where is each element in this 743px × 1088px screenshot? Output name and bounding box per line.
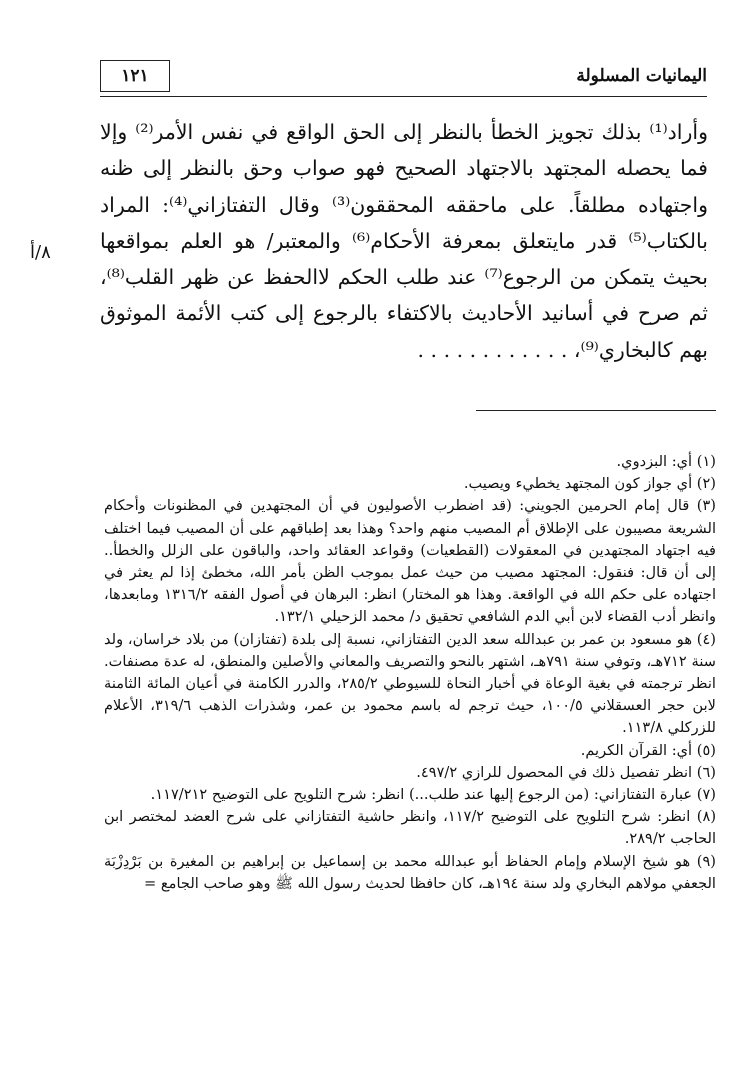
footnote-7: (٧) عبارة التفتازاني: (من الرجوع إليها عند طلب...) انظر: شرح التلويح على التوضيح ١١٧/٢١٢. [150,786,716,804]
footnote-6: (٦) انظر تفصيل ذلك في المحصول للرازي ٤٩٧/٢. [416,763,716,781]
footnote-1: (١) أي: البزدوي. [616,453,716,470]
footnote-8: (٨) انظر: شرح التلويح على التوضيح ١١٧/٢، وانظر حاشية التفتازاني على شرح العضد لمختصر ابن الحاجب ٢٨٩/٢. [104,808,717,848]
footnote-separator [476,410,716,411]
footnote-9: (٩) هو شيخ الإسلام وإمام الحفاظ أبو عبدالله محمد بن إسماعيل بن إبراهيم بن المغيرة بن بَرْدِزْبَة الجعفي مولاهم البخاري ولد سنة ١٩٤هـ، كان حافظا لحديث رسول الله ﷺ وهو صاحب الجامع = [104,852,716,892]
page-number-box [100,60,170,92]
footnote-5: (٥) أي: القرآن الكريم. [580,741,716,759]
footnote-3: (٣) قال إمام الحرمين الجويني: (قد اضطرب الأصوليون في أن المجتهدين في المظنونات وأحكام الشريعة مصيبون على الإطلاق أم المصيب منهم واحد؟ وهذا بعد إطباقهم على أن المصيب فيما اختلف فيه اجتهاد المجتهدين في المعقولات (القطعيات) وقواعد العقائد واحد، والباقون على الزلل والخطأ.. إلى أن قال: فنقول: المجتهد مصيب من حيث عمل بموجب الظن بأمر الله، مخطئ إذا لم يعثر في اجتهاده على حكم الله في الواقعة. وهذا هو المختار) انظر: البرهان في أصول الفقه ١٣١٦/٢ ومابعدها، وانظر أدب القضاء لابن أبي الدم الشافعي تحقيق د/ محمد الزحيلي ١٣٢/١. [104,497,716,626]
footnote-2: (٢) أي جواز كون المجتهد يخطيء ويصيب. [463,475,716,493]
page-number: ١٢١ [121,66,149,86]
body-paragraph: وأراد⁽¹⁾ بذلك تجويز الخطأ بالنظر إلى الحق الواقع في نفس الأمر⁽²⁾ وإلا فما يحصله المجتهد بالاجتهاد الصحيح فهو صواب وحق بالنظر إلى ظنه واجتهاده مطلقاً. على ماحققه المحققون⁽³⁾ وقال التفتازاني⁽⁴⁾: المراد بالكتاب⁽⁵⁾ قدر مايتعلق بمعرفة الأحكام⁽⁶⁾ والمعتبر/ هو العلم بمواقعها بحيث يتمكن من الرجوع⁽⁷⁾ عند طلب الحكم لاالحفظ عن ظهر القلب⁽⁸⁾، ثم صرح في أسانيد الأحاديث بالاكتفاء بالرجوع إلى كتب الأئمة الموثوق بهم كالبخاري⁽⁹⁾، . . . . . . . . . . . . [100,120,708,362]
main-text [100,114,708,368]
footnotes [104,451,716,895]
book-title: اليمانيات المسلولة [576,66,707,86]
running-header [100,60,707,97]
footnote-4: (٤) هو مسعود بن عمر بن عبدالله سعد الدين التفتازاني، نسبة إلى بلدة (تفتازان) من بلاد خراسان، ولد سنة ٧١٢هـ، وتوفي سنة ٧٩١هـ، اشتهر بالنحو والتصريف والمعاني والأصلين والمنطق، له عدة مصنفات. انظر ترجمته في بغية الوعاة في أخبار النحاة للسيوطي ٢٨٥/٢، والدرر الكامنة في أعيان المائة الثامنة لابن حجر العسقلاني ١٠٠/٥، حيث ترجم له باسم محمود بن عمر، وشذرات الذهب ٣١٩/٦، الأعلام للزركلي ١١٣/٨. [104,630,716,737]
manuscript-folio-marker: ٨/أ [30,242,51,263]
